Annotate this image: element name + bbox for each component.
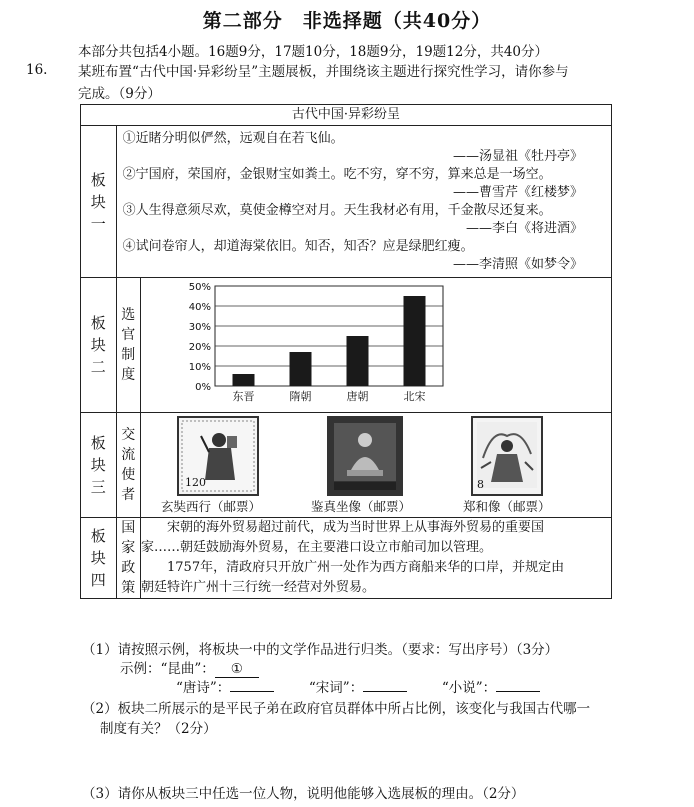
y-tick-label: 30%	[188, 322, 211, 333]
tang-answer-field[interactable]	[230, 691, 274, 692]
song-trade-line1: 宋朝的海外贸易超过前代，成为当时世界上从事海外贸易的重要国	[167, 520, 545, 535]
bar	[347, 336, 369, 386]
stamp-zhenghe	[471, 416, 543, 496]
block4-subtitle-text: 国家政策	[121, 520, 136, 596]
song-answer-field[interactable]	[363, 691, 407, 692]
bar	[233, 374, 255, 386]
block4-subtitle	[116, 518, 140, 599]
y-tick-label: 10%	[188, 362, 211, 373]
y-tick-label: 0%	[195, 382, 211, 393]
poem-source-4: ——李清照《如梦令》	[452, 257, 583, 272]
x-tick-label: 东晋	[232, 390, 255, 403]
x-tick-label: 隋朝	[289, 390, 312, 403]
poem-source-3: ——李白《将进酒》	[465, 221, 583, 236]
novel-answer-field[interactable]	[496, 691, 540, 692]
stamp1-caption: 玄奘西行（邮票）	[161, 499, 262, 514]
tang-label: “唐诗”：	[176, 680, 231, 696]
block3-stamps-cell	[141, 413, 612, 518]
block3-subtitle-text: 交流使者	[121, 427, 136, 503]
stamp1-value: 120	[185, 476, 206, 489]
stamp-jianzhen	[327, 416, 403, 496]
block2-subtitle-text: 选官制度	[121, 307, 136, 383]
subquestion-1-example	[120, 657, 259, 678]
poem-source-2: ——曹雪芹《红楼梦》	[452, 185, 583, 200]
bar	[290, 352, 312, 386]
x-tick-label: 北宋	[403, 390, 426, 403]
subquestion-1: （1）请按照示例，将板块一中的文学作品进行归类。（要求：写出序号）（3分）	[82, 642, 559, 658]
block4-content	[141, 518, 612, 599]
block2-label	[81, 278, 117, 413]
stamp3-caption: 郑和像（邮票）	[463, 499, 551, 514]
question-stem: 某班布置“古代中国·异彩纷呈”主题展板，并围绕该主题进行探究性学习，请你参与	[78, 64, 569, 80]
officials-ratio-chart	[141, 278, 611, 412]
block3-label-text: 板块三	[90, 434, 106, 496]
stamp2-caption: 鉴真坐像（邮票）	[311, 499, 412, 514]
poem-source-1: ——汤显祖《牡丹亭》	[452, 149, 583, 164]
subquestion-2-cont: 制度有关？（2分）	[100, 721, 217, 737]
poem-line-2: ②宁国府，荣国府，金银财宝如粪土。吃不穷，穿不穷，算来总是一场空。	[122, 167, 552, 182]
block1-content	[116, 126, 611, 278]
song-label: “宋词”：	[308, 680, 364, 696]
block3-label	[81, 413, 117, 518]
qing-trade-line2: 朝廷特许广州十三行统一经营对外贸易。	[141, 580, 376, 595]
board-title: 古代中国·异彩纷呈	[81, 105, 612, 126]
question-stem-cont: 完成。（9分）	[78, 86, 161, 102]
block1-label-text: 板块一	[90, 170, 106, 233]
section-title: 第二部分 非选择题（共40分）	[202, 10, 492, 32]
example-label: 示例：“昆曲”：	[120, 661, 215, 677]
block2-label-text: 板块二	[90, 314, 106, 376]
subquestion-1-blanks	[176, 676, 540, 696]
section-intro: 本部分共包括4小题。16题9分，17题10分，18题9分，19题12分，共40分）	[78, 44, 549, 60]
block2-chart-cell	[141, 278, 612, 413]
qing-trade-line1: 1757年，清政府只开放广州一处作为西方商船来华的口岸，并规定由	[167, 560, 565, 575]
novel-label: “小说”：	[441, 680, 497, 696]
question-number: 16.	[26, 62, 48, 78]
subquestion-2: （2）板块二所展示的是平民子弟在政府官员群体中所占比例，该变化与我国古代哪一	[82, 701, 591, 717]
subquestion-3: （3）请你从板块三中任选一位人物，说明他能够入选展板的理由。（2分）	[82, 786, 525, 802]
poem-line-1: ①近睹分明似俨然，远观自在若飞仙。	[122, 131, 344, 146]
bar	[404, 296, 426, 386]
block4-label-text: 板块四	[90, 527, 106, 589]
block4-label	[81, 518, 117, 599]
block2-subtitle	[116, 278, 140, 413]
exhibition-board	[80, 104, 612, 599]
song-trade-line2: 家……朝廷鼓励海外贸易，在主要港口设立市舶司加以管理。	[141, 540, 493, 555]
x-tick-label: 唐朝	[346, 390, 369, 403]
jianzhen-seated-figure-icon	[329, 418, 401, 494]
y-tick-label: 50%	[188, 282, 211, 293]
stamp3-value: 8	[477, 478, 484, 491]
block1-label	[81, 126, 117, 278]
y-tick-label: 20%	[188, 342, 211, 353]
poem-line-4: ④试问卷帘人，却道海棠依旧。知否，知否？应是绿肥红瘦。	[122, 239, 474, 254]
poem-line-3: ③人生得意须尽欢，莫使金樽空对月。天生我材必有用，千金散尽还复来。	[122, 203, 552, 218]
example-answer: ①	[215, 661, 259, 678]
y-tick-label: 40%	[188, 302, 211, 313]
block3-subtitle	[116, 413, 140, 518]
stamp-xuanzang	[177, 416, 259, 496]
